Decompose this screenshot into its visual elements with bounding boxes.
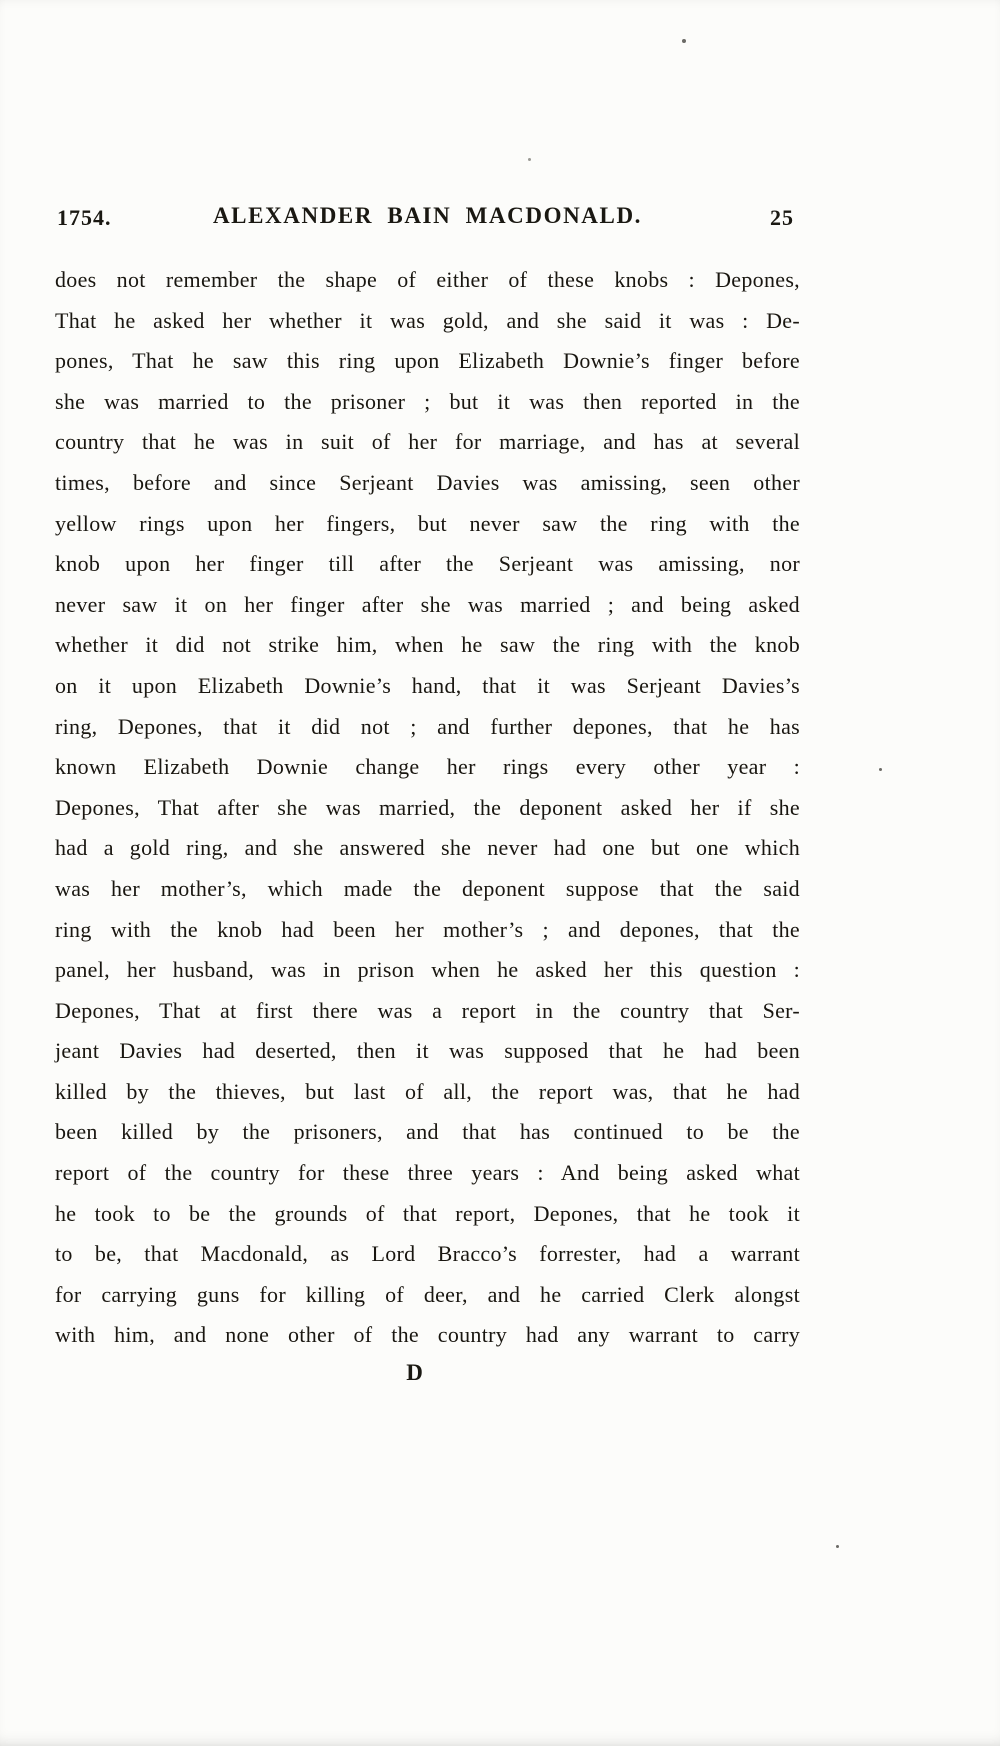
header-year: 1754. [57,205,112,230]
body-text-line: with him, and none other of the country had any warrant to carry [55,1322,800,1348]
body-text-line: to be, that Macdonald, as Lord Bracco’s forrester, had a warrant [55,1241,800,1267]
page-header [55,203,800,235]
body-text-line: never saw it on her finger after she was married ; and being asked [55,591,800,617]
body-text-line: had a gold ring, and she answered she never had one but one which [55,835,800,861]
body-text-line: Depones, That at first there was a report in the country that Ser- [55,997,800,1023]
page-title: ALEXANDER BAIN MACDONALD. [212,203,643,228]
body-text-line: report of the country for these three years : And being asked what [55,1160,800,1186]
body-text-line: pones, That he saw this ring upon Elizabeth Downie’s finger before [55,348,800,374]
body-text-line: Depones, That after she was married, the deponent asked her if she [55,794,800,820]
body-text-line: she was married to the prisoner ; but it was then reported in the [55,388,800,414]
body-text-line: does not remember the shape of either of these knobs : Depones, [55,267,800,292]
body-text-line: ring, Depones, that it did not ; and further depones, that he has [55,713,800,739]
body-text-line: times, before and since Serjeant Davies was amissing, seen other [55,469,800,495]
scan-speck [528,158,531,161]
body-text-line: was her mother’s, which made the deponent suppose that the said [55,875,800,901]
body-text-line: country that he was in suit of her for marriage, and has at several [55,429,800,455]
body-text-line: panel, her husband, was in prison when he asked her this question : [55,957,800,983]
scan-speck [879,768,882,771]
body-text-line: whether it did not strike him, when he saw the ring with the knob [55,632,800,658]
body-text-line: knob upon her finger till after the Serjeant was amissing, nor [55,551,800,577]
body-text-line: been killed by the prisoners, and that has continued to be the [55,1119,800,1145]
body-text-line: jeant Davies had deserted, then it was supposed that he had been [55,1038,800,1064]
page-number: 25 [770,205,794,230]
scan-speck [836,1545,839,1548]
body-text-line: That he asked her whether it was gold, and she said it was : De- [55,307,800,333]
body-text-line: ring with the knob had been her mother’s ; and depones, that the [55,916,800,942]
body-text-line: killed by the thieves, but last of all, the report was, that he had [55,1078,800,1104]
body-text [55,260,800,1356]
body-text-line: known Elizabeth Downie change her rings every other year : [55,754,800,780]
body-text-line: on it upon Elizabeth Downie’s hand, that it was Serjeant Davies’s [55,672,800,698]
body-text-line: yellow rings upon her fingers, but never saw the ring with the [55,510,800,536]
body-text-line: for carrying guns for killing of deer, and he carried Clerk alongst [55,1281,800,1307]
body-text-line: he took to be the grounds of that report, Depones, that he took it [55,1200,800,1226]
scan-speck [682,39,686,43]
signature-mark: D [406,1360,424,1385]
